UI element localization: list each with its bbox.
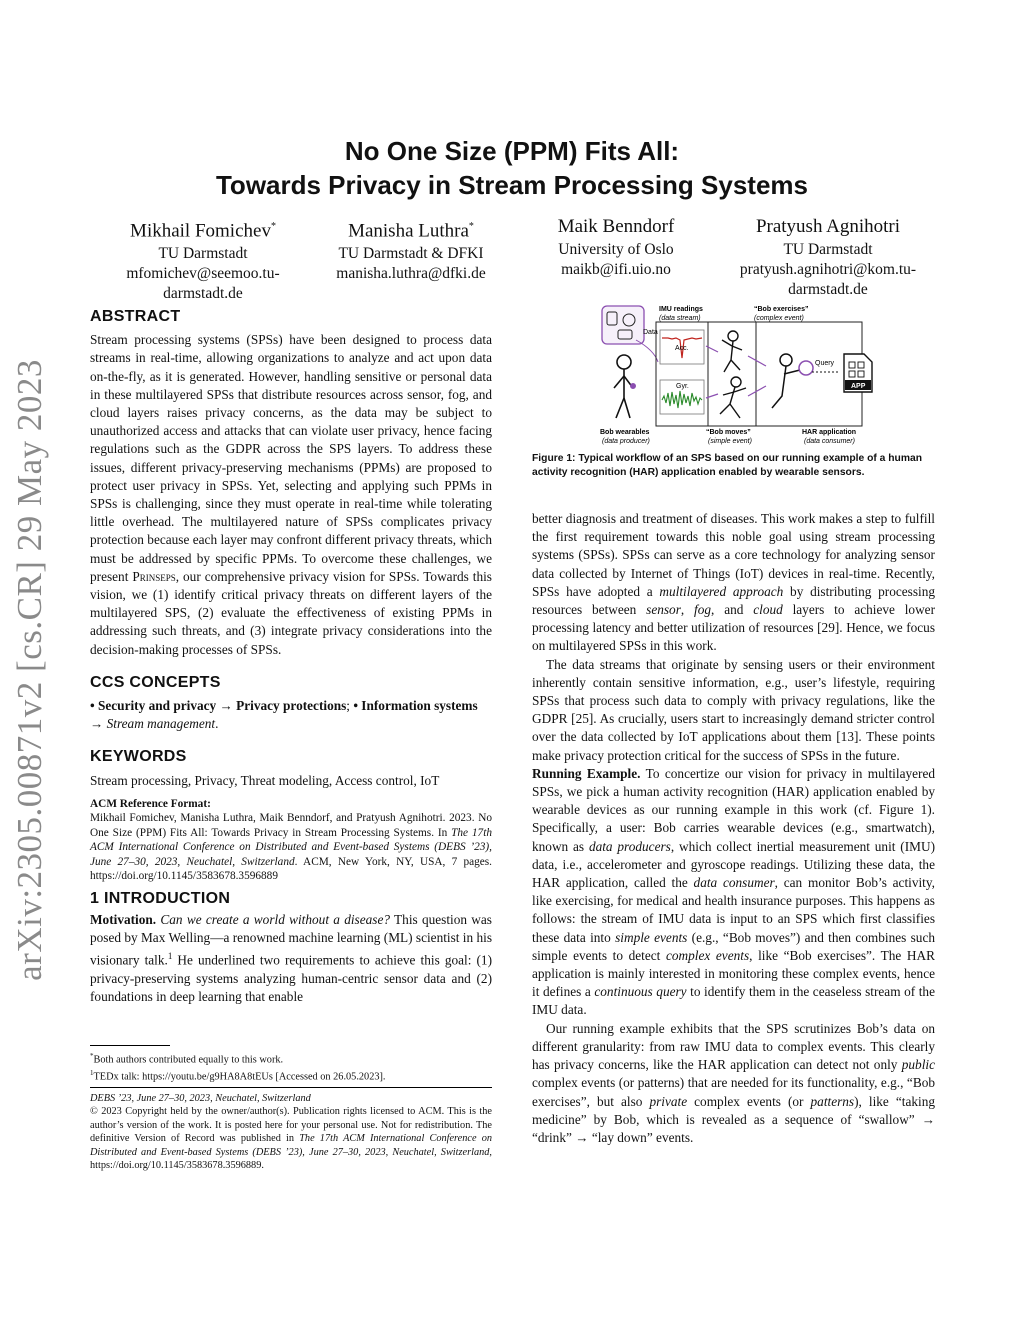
ccs-term: • Security and privacy xyxy=(90,698,217,714)
emphasis: fog xyxy=(694,602,712,618)
ccs-end: . xyxy=(215,716,219,732)
bob-person-icon xyxy=(614,355,635,418)
running-example-label: Running Example. xyxy=(532,765,641,781)
author-name: Maik Benndorf xyxy=(557,216,675,237)
copyright-part: © 2023 Copyright held by the owner/author(s). Publication rights licensed to ACM. This is the author’s version of the work. It is posted here for your personal use. Not for redistribution. The definitive Version of Record was published in xyxy=(90,1106,492,1145)
figure-caption: Figure 1: Typical workflow of an SPS based on our running example of a human activity recognition (HAR) application enabled by wearable sensors. xyxy=(532,453,922,478)
flow-arrow xyxy=(748,356,766,366)
author-email: mfomichev@seemoo.tu- xyxy=(126,265,280,283)
text-part: (e.g., “Bob moves”) and then combines such simple events to detect xyxy=(532,929,935,963)
ccs-text xyxy=(90,697,492,733)
author-block-2 xyxy=(316,214,506,284)
copyright-block xyxy=(90,1092,492,1172)
footnote-rule xyxy=(90,1045,170,1046)
abstract-text xyxy=(90,331,492,659)
copyright-venue: The 17th ACM International Conference on Distributed and Event-based Systems (DEBS ’23), June 27–30, 2023, Neuchatel, Switzerland xyxy=(90,1133,492,1158)
right-paragraph-2: The data streams that originate by sensing users or their environment inherently contain sensitive information, e.g., user’s lifestyle, requiring SPSs that process such data to comply with privacy regulations, like the GDPR [25]. As crucially, users start to increasingly demand stricter control over the data collected by IoT applications about them [13]. These points make privacy protection critical for the success of SPSs in the future. xyxy=(532,656,935,763)
text-part: Our running example exhibits that the SPS scrutinizes Bob’s data on different granularity: from raw IMU data to complex events. This clearly has privacy concerns, like the HAR application can detect not only xyxy=(532,1020,935,1073)
emphasis: complex events xyxy=(665,947,750,963)
emphasis: multilayered approach xyxy=(659,583,784,599)
imu-sub-label: (data stream) xyxy=(659,315,701,322)
text-part: , and xyxy=(711,602,754,618)
app-label: APP xyxy=(851,383,866,390)
author-name: Manisha Luthra xyxy=(348,220,469,242)
text-part: ), like “taking medicine” by Bob, which is revealed as a sequence of “swallow” → “drink” → “lay down” events. xyxy=(532,1093,935,1145)
emphasis: private xyxy=(649,1093,688,1109)
author-affiliation: TU Darmstadt & DFKI xyxy=(338,245,484,263)
text-part: layers to achieve lower processing latency and better utilization of resources [29]. Hence, we focus on multilayered SPSs in this work. xyxy=(532,602,936,654)
motivation-question: Can we create a world without a disease? xyxy=(160,912,391,928)
har-app-label: HAR application xyxy=(802,429,857,436)
keywords-text: Stream processing, Privacy, Threat modeling, Access control, IoT xyxy=(90,772,440,788)
imu-label: IMU readings xyxy=(659,306,703,313)
author-block-4 xyxy=(718,214,938,300)
abstract-part: Stream processing systems (SPSs) have been designed to process data streams in real-time, allowing organizations to analyze and act upon data on-the-fly, as it is generated. However, handling sensitive or personal data in these multilayered SPSs that distribute resources across sensor, fog, and cloud layers raises privacy concerns, as the data may be subject to unauthorized access and attacks that can violate user privacy, hence facing regulations such as the GDPR across the SPS layers. To address these issues, different privacy-preserving mechanisms (PPMs) are proposed to protect user privacy in SPSs. Yet, selecting and applying such PPMs in SPSs is challenging, since they must operate in real-time while tolerating little overhead. The multilayered nature of SPSs complicates privacy protection because each layer may confront different privacy threats, which must be addressed by specific PPMs. To overcome these challenges, we present xyxy=(90,332,492,584)
acm-ref-part: Mikhail Fomichev, Manisha Luthra, Maik Benndorf, and Pratyush Agnihotri. 2023. No One Size (PPM) Fits All: Towards Privacy in Stream Processing Systems. In xyxy=(90,812,492,839)
keywords-heading: KEYWORDS xyxy=(90,748,187,766)
copyright-rule xyxy=(90,1087,492,1088)
query-label: Query xyxy=(815,360,835,367)
author-email-cont: darmstadt.de xyxy=(163,285,243,303)
intro-part: He underlined two requirements to achieve this goal: (1) privacy-preserving systems analyzing human-centric sensor data and (2) foundations in deep learning that enable xyxy=(90,952,492,1005)
bob-moves-label: “Bob moves” xyxy=(706,429,751,436)
right-column xyxy=(532,510,935,1147)
author-name: Pratyush Agnihotri xyxy=(755,216,901,237)
emphasis: sensor xyxy=(646,602,681,618)
footnotes xyxy=(90,1050,492,1084)
author-mark: * xyxy=(468,221,474,232)
ccs-arrow: → xyxy=(90,716,107,732)
title-line-2: Towards Privacy in Stream Processing Systems xyxy=(215,170,808,200)
intro-paragraph xyxy=(90,911,492,1006)
intro-heading: 1 INTRODUCTION xyxy=(90,889,231,907)
text-part: , xyxy=(680,602,695,618)
author-email: pratyush.agnihotri@kom.tu- xyxy=(739,261,917,278)
running-figure-icon xyxy=(720,377,746,418)
gyr-label: Gyr. xyxy=(676,383,689,390)
ccs-heading: CCS CONCEPTS xyxy=(90,673,221,691)
acc-label: Acc. xyxy=(675,345,689,352)
text-part: complex events (or patterns) that are needed for its functionality, e.g., “Bob exercises”, but also xyxy=(532,1075,935,1109)
data-label: Data xyxy=(643,329,658,336)
emphasis: public xyxy=(901,1057,935,1073)
text-part: To concertize our vision for privacy in multilayered SPSs, we pick a human activity recognition (HAR) application enabled by wearable devices as our running example in this work (cf. Figure 1). Specifically, a user: Bob carries wearable devices (e.g., smartwatch), known as xyxy=(532,765,935,854)
author-affiliation: TU Darmstadt xyxy=(783,241,873,258)
emphasis: cloud xyxy=(753,602,783,618)
author-mark: * xyxy=(270,221,276,232)
emphasis: simple events xyxy=(615,929,688,945)
acm-ref-heading: ACM Reference Format: xyxy=(90,797,211,810)
bob-exercises-sub-label: (complex event) xyxy=(754,315,804,322)
arxiv-identifier: arXiv:2305.00871v2 [cs.CR] 29 May 2023 xyxy=(10,359,49,981)
text-part: , which collect inertial measurement unit (IMU) data, i.e., accelerometer and gyroscope readings. Utilizing these data, the HAR application, called the xyxy=(532,838,936,891)
author-block-3 xyxy=(526,214,706,280)
abstract-heading: ABSTRACT xyxy=(90,308,181,325)
footnote-mark: 1 xyxy=(90,1068,94,1077)
motivation-label: Motivation. xyxy=(90,912,157,928)
flow-arrow xyxy=(748,386,766,396)
title-line-1: No One Size (PPM) Fits All: xyxy=(344,136,680,166)
ccs-term: • Information systems xyxy=(353,698,478,714)
text-part: , can monitor Bob’s activity, like exercising, for medical and health insurance purposes. This happens as follows: the stream of IMU data is input to an SPS which first classifies these data into xyxy=(532,875,935,945)
emphasis: patterns xyxy=(810,1093,855,1109)
exercise-figure-icon xyxy=(722,331,742,372)
author-affiliation: TU Darmstadt xyxy=(158,245,248,263)
emphasis: data producers xyxy=(588,838,671,854)
acm-reference xyxy=(90,797,492,884)
acm-ref-part: . ACM, New York, NY, USA, 7 pages. https://doi.org/10.1145/3583678.3596889 xyxy=(90,855,493,883)
figure-1-diagram xyxy=(596,300,926,450)
conference-line: DEBS ’23, June 27–30, 2023, Neuchatel, Switzerland xyxy=(90,1093,311,1104)
author-email: maikb@ifi.uio.no xyxy=(561,261,671,278)
ccs-term: Privacy protections xyxy=(236,698,347,714)
author-name: Mikhail Fomichev xyxy=(130,220,271,242)
footnote-1: Both authors contributed equally to this work. xyxy=(93,1054,284,1066)
intro-part: This question was posed by Max Welling—a renowned machine learning (ML) scientist in his visionary talk. xyxy=(90,912,492,968)
dumbbell-exercise-icon xyxy=(772,354,813,408)
author-email-cont: darmstadt.de xyxy=(788,281,868,298)
author-email: manisha.luthra@dfki.de xyxy=(336,265,486,283)
emphasis: continuous query xyxy=(594,984,687,1000)
footnote-ref: 1 xyxy=(167,951,173,962)
footnote-2: TEDx talk: https://youtu.be/g9HA8A8tEUs [Accessed on 26.05.2023]. xyxy=(93,1071,386,1083)
author-affiliation: University of Oslo xyxy=(558,241,674,258)
right-paragraph-4 xyxy=(532,1020,935,1147)
text-part: , like “Bob exercises”. The HAR application is mainly interested in monitoring these complex events, hence it defines a xyxy=(532,947,935,1000)
har-app-sub-label: (data consumer) xyxy=(804,438,855,445)
text-part: complex events (or xyxy=(687,1093,811,1109)
text-part: better diagnosis and treatment of diseases. This work makes a step to fulfill the first requirement towards this noble goal using stream processing systems (SPSs). SPSs can serve as a core technology for analyzing sensor data collected by Internet of Things (IoT) devices in real-time. Recently, SPSs have adopted a xyxy=(532,511,935,599)
wearables-label: Bob wearables xyxy=(600,429,650,436)
ccs-arrow: → xyxy=(216,698,237,714)
right-paragraph-3 xyxy=(532,765,935,1020)
system-name: Prinseps xyxy=(132,568,176,584)
text-part: to identify them in the ceaseless stream of the IMU data. xyxy=(532,984,935,1018)
wearables-sub-label: (data producer) xyxy=(602,438,650,445)
right-paragraph-1 xyxy=(532,510,935,656)
copyright-part: , https://doi.org/10.1145/3583678.3596889. xyxy=(90,1146,492,1172)
author-block-1 xyxy=(110,214,296,304)
ccs-term: Stream management xyxy=(106,716,216,732)
acm-ref-venue: The 17th ACM International Conference on Distributed and Event-based Systems (DEBS ’23), June 27–30, 2023, Neuchatel, Switzerland xyxy=(90,826,492,868)
bob-moves-sub-label: (simple event) xyxy=(708,438,752,445)
bob-exercises-label: “Bob exercises” xyxy=(754,306,809,313)
text-part: by distributing processing resources between xyxy=(532,583,935,618)
paper-title xyxy=(0,134,1024,202)
abstract-part: , our comprehensive privacy vision for SPSs. Towards this vision, we (1) identify critical privacy threats on different layers of the multilayered SPS, (2) evaluate the effectiveness of existing PPMs in addressing such threats, and (3) integrate privacy considerations into the decision-making processes of SPSs. xyxy=(90,568,492,657)
footnote-mark: * xyxy=(90,1052,94,1060)
left-column xyxy=(90,308,492,1007)
ccs-sep: ; xyxy=(346,698,354,714)
emphasis: data consumer xyxy=(693,875,775,891)
